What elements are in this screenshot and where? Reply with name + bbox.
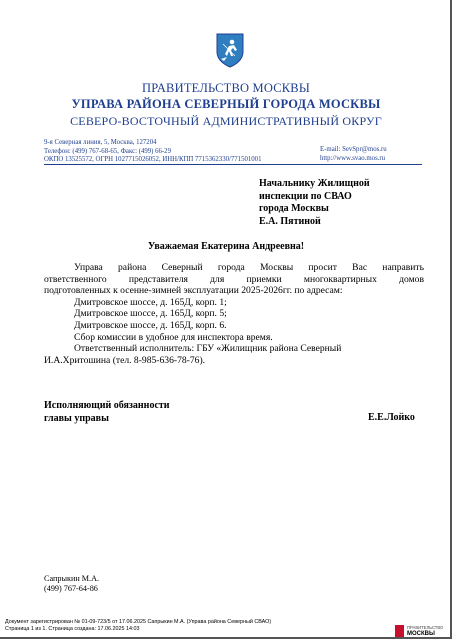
address-item: Дмитровское шоссе, д. 165Д, корп. 6.	[74, 319, 227, 331]
executor-block	[44, 574, 99, 594]
address-item: Дмитровское шоссе, д. 165Д, корп. 1;	[74, 296, 227, 308]
signatory-title-line: главы управы	[44, 412, 109, 424]
district-office-title: УПРАВА РАЙОНА СЕВЕРНЫЙ ГОРОДА МОСКВЫ	[71, 97, 381, 111]
government-title: ПРАВИТЕЛЬСТВО МОСКВЫ	[142, 81, 310, 95]
executor-phone: (499) 767-64-86	[44, 584, 98, 593]
recipient-line: Е.А. Пятиной	[259, 215, 321, 227]
recipient-line: инспекции по СВАО	[259, 190, 352, 202]
moscow-government-logo	[395, 625, 447, 637]
registration-stamp: Документ зарегистрирован № 01-09-723/5 от 17.06.2025 Сапрыкин М.А. (Управа района Северный СВАО)	[5, 619, 272, 625]
sender-email: E-mail: SevSpr@mos.ru	[320, 146, 387, 153]
body-line: Управа района Северный города Москвы просит Вас направить	[74, 262, 424, 273]
moscow-logo-icon	[395, 625, 404, 637]
signatory-name: Е.Е.Лойко	[368, 412, 415, 423]
logo-line: ПРАВИТЕЛЬСТВО	[407, 625, 444, 630]
okrug-title: СЕВЕРО-ВОСТОЧНЫЙ АДМИНИСТРАТИВНЫЙ ОКРУГ	[70, 114, 382, 128]
responsible-line: Ответственный исполнитель: ГБУ «Жилищник района Северный	[74, 343, 342, 355]
sender-codes: ОКПО 13525572, ОГРН 1027715026052, ИНН/КПП 7715362330/771501001	[44, 156, 262, 163]
commission-note: Сбор комиссии в удобное для инспектора время.	[74, 331, 273, 343]
moscow-coat-of-arms-icon	[215, 32, 245, 68]
signatory-title	[44, 400, 170, 425]
address-item: Дмитровское шоссе, д. 165Д, корп. 5;	[74, 308, 227, 320]
signatory-title-line: Исполняющий обязанности	[44, 400, 170, 411]
registration-footer	[5, 619, 395, 633]
body-line: подготовленных к осенне-зимней эксплуатации 2025-2026гг. по адресам:	[44, 285, 343, 297]
recipient-block	[259, 178, 439, 228]
sender-requisites	[44, 139, 344, 165]
salutation: Уважаемая Екатерина Андреевна!	[147, 241, 305, 252]
recipient-line: города Москвы	[259, 203, 329, 214]
sender-contacts	[320, 146, 440, 163]
letter-body	[44, 262, 424, 366]
page-info: Страница 1 из 1. Страница создана: 17.06.2025 14:03	[5, 626, 140, 632]
body-line: ответственного представителя для приемки многоквартирных домов	[44, 273, 424, 285]
recipient-line: Начальнику Жилищной	[259, 178, 370, 189]
logo-text	[407, 625, 443, 637]
sender-website: http://www.svao.mos.ru	[320, 154, 386, 162]
sender-phones: Телефон: (499) 767-68-65, Факс: (499) 66-29	[44, 147, 171, 155]
logo-line: МОСКВЫ	[407, 631, 435, 637]
sender-address: 9-я Северная линия, 5, Москва, 127204	[44, 139, 157, 146]
responsible-line: И.А.Хритошина (тел. 8-985-636-78-76).	[44, 354, 206, 366]
header-divider	[44, 164, 422, 165]
executor-name: Сапрыкин М.А.	[44, 574, 100, 583]
